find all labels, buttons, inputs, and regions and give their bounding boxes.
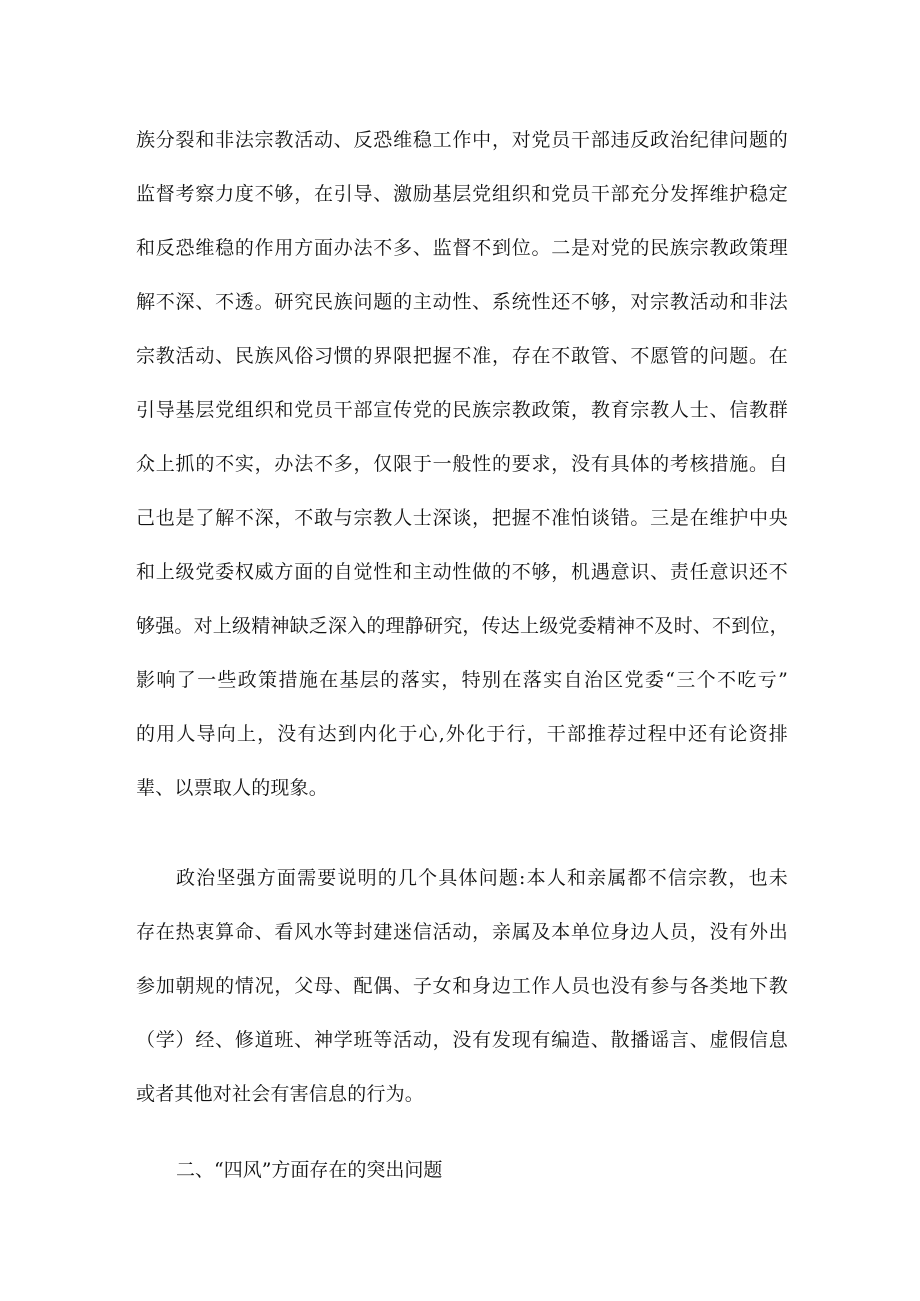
paragraph-1-line: 监督考察力度不够，在引导、激励基层党组织和党员干部充分发挥维护稳定 [136, 183, 788, 205]
paragraph-1-line: 辈、以票取人的现象。 [136, 777, 329, 799]
paragraph-2-line: 参加朝规的情况，父母、配偶、子女和身边工作人员也没有参与各类地下教 [136, 975, 788, 997]
paragraph-1-line: 族分裂和非法宗教活动、反恐维稳工作中，对党员干部违反政治纪律问题的 [136, 129, 788, 151]
section-heading: 二、“四风”方面存在的突出问题 [176, 1159, 443, 1181]
paragraph-1-line: 己也是了解不深，不敢与宗教人士深谈，把握不准怕谈错。三是在维护中央 [136, 507, 788, 529]
paragraph-2-line: 存在热衷算命、看风水等封建迷信活动，亲属及本单位身边人员，没有外出 [136, 921, 788, 943]
paragraph-1-line: 影响了一些政策措施在基层的落实，特别在落实自治区党委“三个不吃亏” [136, 669, 788, 691]
paragraph-2-line: （学）经、修道班、神学班等活动，没有发现有编造、散播谣言、虚假信息 [136, 1029, 788, 1051]
paragraph-1-line: 的用人导向上，没有达到内化于心,外化于行，干部推荐过程中还有论资排 [136, 723, 788, 745]
paragraph-2-line: 或者其他对社会有害信息的行为。 [136, 1083, 425, 1105]
paragraph-1-line: 众上抓的不实，办法不多，仅限于一般性的要求，没有具体的考核措施。自 [136, 453, 788, 475]
paragraph-1-line: 宗教活动、民族风俗习惯的界限把握不准，存在不敢管、不愿管的问题。在 [136, 345, 788, 367]
paragraph-1-line: 解不深、不透。研究民族问题的主动性、系统性还不够，对宗教活动和非法 [136, 291, 788, 313]
paragraph-1-line: 和上级党委权威方面的自觉性和主动性做的不够，机遇意识、责任意识还不 [136, 561, 788, 583]
paragraph-2-line: 政治坚强方面需要说明的几个具体问题:本人和亲属都不信宗教，也未 [176, 867, 788, 889]
paragraph-1-line: 引导基层党组织和党员干部宣传党的民族宗教政策，教育宗教人士、信教群 [136, 399, 788, 421]
paragraph-1-line: 和反恐维稳的作用方面办法不多、监督不到位。二是对党的民族宗教政策理 [136, 237, 788, 259]
paragraph-1-line: 够强。对上级精神缺乏深入的理静研究，传达上级党委精神不及时、不到位， [136, 615, 789, 637]
